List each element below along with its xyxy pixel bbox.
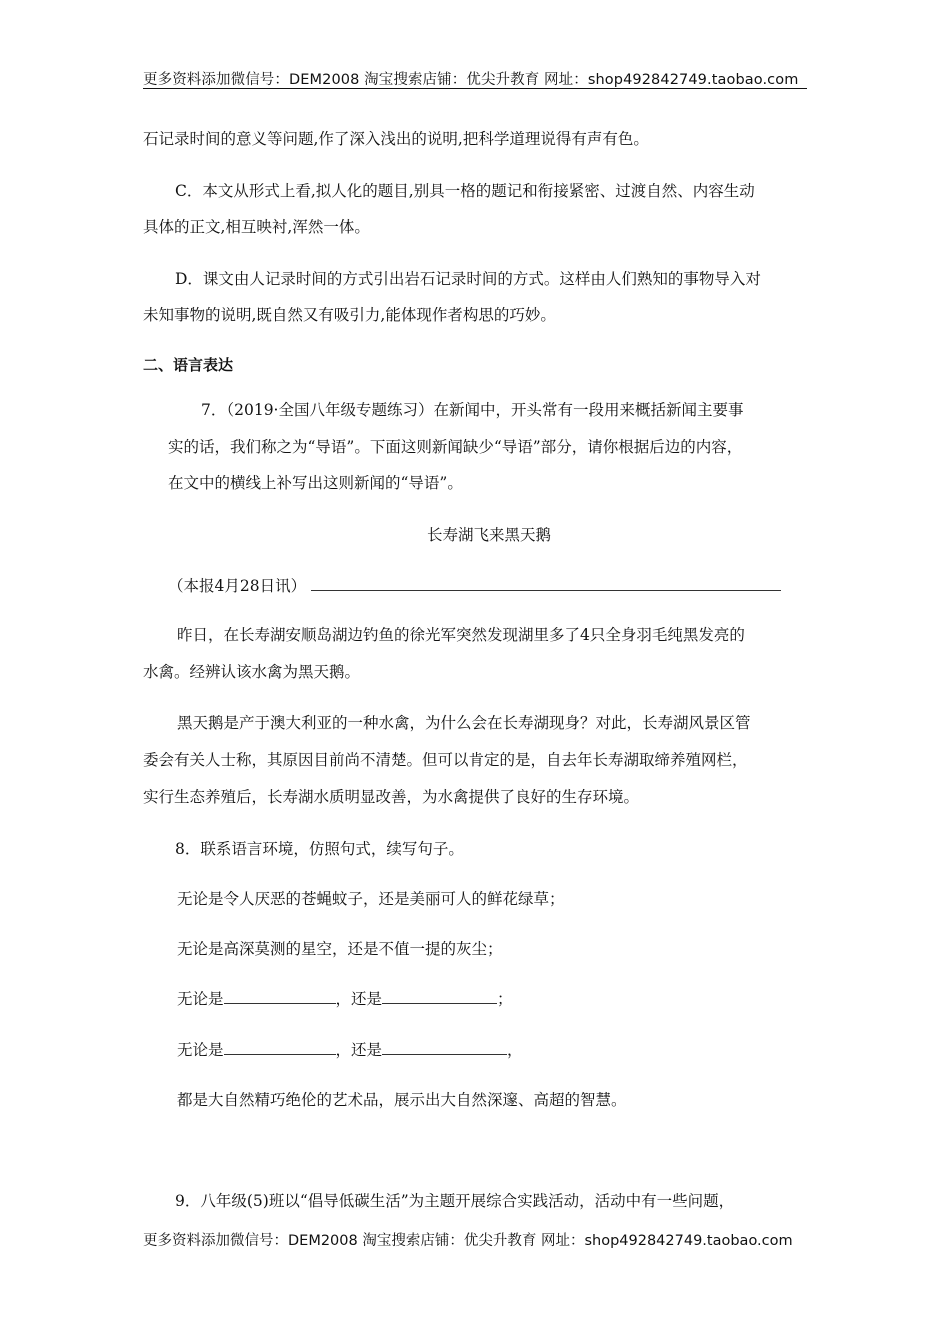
q7-line1: 7．（2019·全国八年级专题练习）在新闻中，开头常有一段用来概括新闻主要事 [201, 401, 744, 419]
q8-fill-1-mid: ，还是 [335, 990, 383, 1008]
q8-fill-2-mid: ，还是 [335, 1041, 383, 1059]
q8-prompt: 8．联系语言环境，仿照句式，续写句子。 [175, 840, 464, 858]
section-title: 二、语言表达 [143, 356, 234, 374]
option-d-line1: D．课文由人记录时间的方式引出岩石记录时间的方式。这样由人们熟知的事物导入对 [175, 270, 761, 288]
page-footer: 更多资料添加微信号：DEM2008 淘宝搜索店铺：优尖升教育 网址：shop492842749.taobao.com [143, 1233, 793, 1249]
q8-blank-1a[interactable] [224, 989, 336, 1004]
q8-fill-2-end: ， [507, 1041, 523, 1059]
q8-fill-2-prefix: 无论是 [177, 1041, 224, 1059]
q8-blank-2b[interactable] [382, 1040, 507, 1055]
news-para2-line2: 委会有关人士称，其原因目前尚不清楚。但可以肯定的是，自去年长寿湖取缔养殖网栏， [143, 751, 748, 769]
option-d-line2: 未知事物的说明,既自然又有吸引力,能体现作者构思的巧妙。 [143, 306, 556, 324]
option-b-continuation: 石记录时间的意义等问题,作了深入浅出的说明,把科学道理说得有声有色。 [143, 130, 649, 148]
q8-blank-2a[interactable] [224, 1040, 336, 1055]
q7-line2: 实的话，我们称之为“导语”。下面这则新闻缺少“导语”部分，请你根据后边的内容， [168, 438, 743, 456]
q8-fill-1-prefix: 无论是 [177, 990, 224, 1008]
q8-example-2: 无论是高深莫测的星空，还是不值一提的灰尘； [177, 940, 503, 958]
page-header: 更多资料添加微信号：DEM2008 淘宝搜索店铺：优尖升教育 网址：shop492842749.taobao.com [143, 72, 799, 88]
q8-fill-row-1 [177, 987, 513, 1009]
news-dateline: （本报4月28日讯） [168, 577, 307, 595]
news-para1-line1: 昨日，在长寿湖安顺岛湖边钓鱼的徐光军突然发现湖里多了4只全身羽毛纯黑发亮的 [177, 626, 745, 644]
news-para2-line3: 实行生态养殖后，长寿湖水质明显改善，为水禽提供了良好的生存环境。 [143, 788, 640, 806]
q8-conclusion: 都是大自然精巧绝伦的艺术品，展示出大自然深邃、高超的智慧。 [177, 1091, 627, 1109]
q7-line3: 在文中的横线上补写出这则新闻的“导语”。 [168, 474, 463, 492]
news-para2-line1: 黑天鹅是产于澳大利亚的一种水禽，为什么会在长寿湖现身？对此，长寿湖风景区管 [177, 714, 751, 732]
news-para1-line2: 水禽。经辨认该水禽为黑天鹅。 [143, 663, 361, 681]
lead-answer-blank[interactable] [311, 576, 781, 591]
option-c-line2: 具体的正文,相互映衬,浑然一体。 [143, 218, 370, 236]
q8-blank-1b[interactable] [382, 989, 497, 1004]
news-dateline-row [168, 574, 781, 596]
q8-example-1: 无论是令人厌恶的苍蝇蚊子，还是美丽可人的鲜花绿草； [177, 890, 565, 908]
option-c-line1: C．本文从形式上看,拟人化的题目,别具一格的题记和衔接紧密、过渡自然、内容生动 [175, 182, 755, 200]
q8-fill-1-end: ； [497, 990, 513, 1008]
header-divider [143, 88, 807, 89]
q9-line1: 9．八年级(5)班以“倡导低碳生活”为主题开展综合实践活动，活动中有一些问题， [175, 1192, 735, 1210]
news-title: 长寿湖飞来黑天鹅 [427, 526, 552, 544]
q8-fill-row-2 [177, 1038, 523, 1060]
